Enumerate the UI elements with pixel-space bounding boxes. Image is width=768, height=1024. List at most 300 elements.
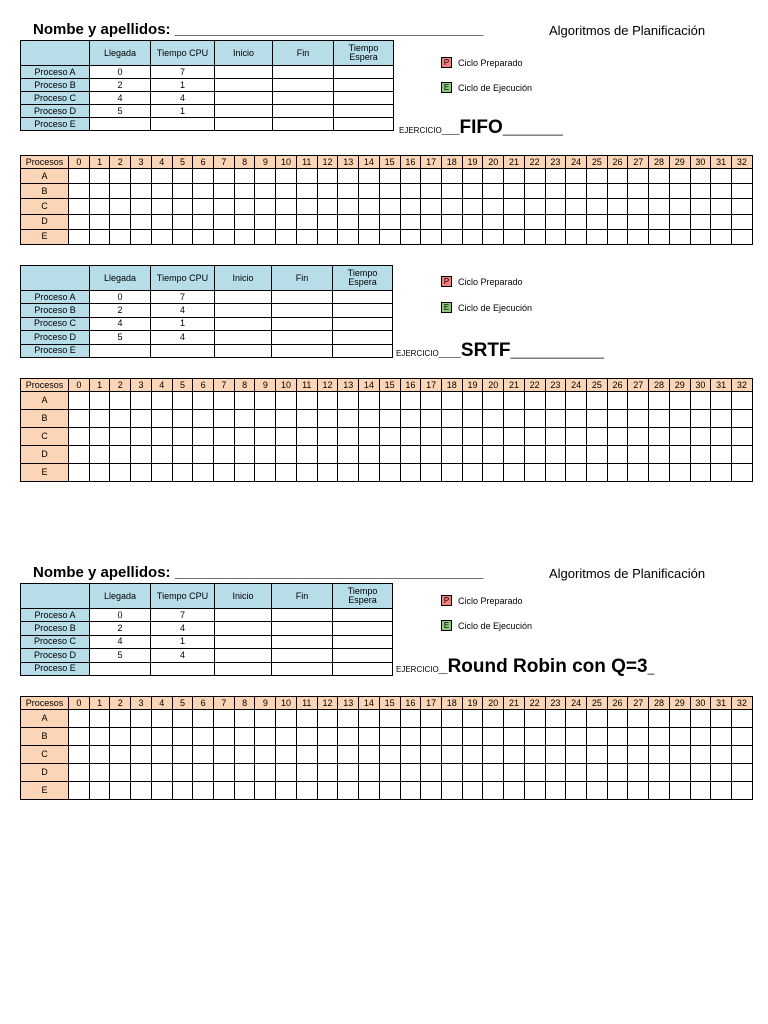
time-slot-cell[interactable] (338, 229, 359, 244)
time-slot-cell[interactable] (504, 446, 525, 464)
time-slot-cell[interactable] (172, 710, 193, 728)
time-slot-cell[interactable] (151, 392, 172, 410)
time-slot-cell[interactable] (400, 410, 421, 428)
time-slot-cell[interactable] (690, 710, 711, 728)
time-slot-cell[interactable] (732, 428, 753, 446)
time-slot-cell[interactable] (649, 746, 670, 764)
time-slot-cell[interactable] (628, 428, 649, 446)
time-slot-cell[interactable] (607, 229, 628, 244)
time-slot-cell[interactable] (421, 214, 442, 229)
time-slot-cell[interactable] (338, 764, 359, 782)
time-slot-cell[interactable] (441, 199, 462, 214)
time-slot-cell[interactable] (732, 464, 753, 482)
end-cell[interactable] (272, 331, 333, 344)
time-slot-cell[interactable] (234, 782, 255, 800)
time-slot-cell[interactable] (69, 199, 90, 214)
time-slot-cell[interactable] (732, 199, 753, 214)
time-slot-cell[interactable] (649, 428, 670, 446)
time-slot-cell[interactable] (359, 214, 380, 229)
time-slot-cell[interactable] (131, 464, 152, 482)
time-slot-cell[interactable] (462, 410, 483, 428)
time-slot-cell[interactable] (669, 464, 690, 482)
time-slot-cell[interactable] (586, 169, 607, 184)
time-slot-cell[interactable] (296, 464, 317, 482)
end-cell[interactable] (272, 304, 333, 317)
time-slot-cell[interactable] (504, 214, 525, 229)
time-slot-cell[interactable] (732, 446, 753, 464)
time-slot-cell[interactable] (193, 392, 214, 410)
time-slot-cell[interactable] (214, 464, 235, 482)
time-slot-cell[interactable] (504, 428, 525, 446)
time-slot-cell[interactable] (214, 728, 235, 746)
time-slot-cell[interactable] (607, 710, 628, 728)
time-slot-cell[interactable] (441, 728, 462, 746)
end-cell[interactable] (272, 291, 333, 304)
time-slot-cell[interactable] (193, 782, 214, 800)
time-slot-cell[interactable] (69, 710, 90, 728)
time-slot-cell[interactable] (276, 410, 297, 428)
time-slot-cell[interactable] (172, 764, 193, 782)
time-slot-cell[interactable] (524, 446, 545, 464)
time-slot-cell[interactable] (276, 710, 297, 728)
time-slot-cell[interactable] (483, 446, 504, 464)
time-slot-cell[interactable] (69, 229, 90, 244)
time-slot-cell[interactable] (711, 214, 732, 229)
time-slot-cell[interactable] (379, 764, 400, 782)
time-slot-cell[interactable] (338, 184, 359, 199)
time-slot-cell[interactable] (628, 782, 649, 800)
time-slot-cell[interactable] (732, 782, 753, 800)
time-slot-cell[interactable] (296, 728, 317, 746)
time-slot-cell[interactable] (276, 428, 297, 446)
time-slot-cell[interactable] (89, 410, 110, 428)
time-slot-cell[interactable] (234, 229, 255, 244)
time-slot-cell[interactable] (338, 428, 359, 446)
time-slot-cell[interactable] (151, 184, 172, 199)
time-slot-cell[interactable] (317, 410, 338, 428)
time-slot-cell[interactable] (110, 728, 131, 746)
time-slot-cell[interactable] (524, 229, 545, 244)
time-slot-cell[interactable] (151, 710, 172, 728)
time-slot-cell[interactable] (566, 199, 587, 214)
wait-time-cell[interactable] (334, 66, 394, 79)
time-slot-cell[interactable] (110, 710, 131, 728)
time-slot-cell[interactable] (545, 392, 566, 410)
time-slot-cell[interactable] (69, 410, 90, 428)
time-slot-cell[interactable] (732, 169, 753, 184)
time-slot-cell[interactable] (421, 410, 442, 428)
time-slot-cell[interactable] (441, 710, 462, 728)
time-slot-cell[interactable] (669, 214, 690, 229)
time-slot-cell[interactable] (276, 764, 297, 782)
time-slot-cell[interactable] (483, 746, 504, 764)
time-slot-cell[interactable] (69, 214, 90, 229)
time-slot-cell[interactable] (338, 446, 359, 464)
time-slot-cell[interactable] (276, 184, 297, 199)
time-slot-cell[interactable] (296, 229, 317, 244)
time-slot-cell[interactable] (649, 199, 670, 214)
time-slot-cell[interactable] (131, 728, 152, 746)
time-slot-cell[interactable] (421, 728, 442, 746)
time-slot-cell[interactable] (669, 410, 690, 428)
time-slot-cell[interactable] (359, 464, 380, 482)
time-slot-cell[interactable] (628, 214, 649, 229)
time-slot-cell[interactable] (110, 746, 131, 764)
time-slot-cell[interactable] (483, 184, 504, 199)
wait-time-cell[interactable] (333, 344, 393, 357)
time-slot-cell[interactable] (131, 710, 152, 728)
time-slot-cell[interactable] (338, 199, 359, 214)
time-slot-cell[interactable] (649, 410, 670, 428)
start-cell[interactable] (215, 79, 273, 92)
time-slot-cell[interactable] (110, 446, 131, 464)
time-slot-cell[interactable] (421, 710, 442, 728)
time-slot-cell[interactable] (234, 169, 255, 184)
wait-time-cell[interactable] (333, 649, 393, 662)
time-slot-cell[interactable] (628, 446, 649, 464)
time-slot-cell[interactable] (338, 728, 359, 746)
time-slot-cell[interactable] (732, 728, 753, 746)
time-slot-cell[interactable] (296, 184, 317, 199)
time-slot-cell[interactable] (276, 446, 297, 464)
time-slot-cell[interactable] (690, 746, 711, 764)
time-slot-cell[interactable] (524, 782, 545, 800)
time-slot-cell[interactable] (359, 446, 380, 464)
start-cell[interactable] (215, 92, 273, 105)
time-slot-cell[interactable] (483, 214, 504, 229)
time-slot-cell[interactable] (151, 410, 172, 428)
time-slot-cell[interactable] (172, 410, 193, 428)
time-slot-cell[interactable] (338, 392, 359, 410)
time-slot-cell[interactable] (732, 392, 753, 410)
time-slot-cell[interactable] (193, 446, 214, 464)
time-slot-cell[interactable] (711, 410, 732, 428)
time-slot-cell[interactable] (566, 728, 587, 746)
time-slot-cell[interactable] (483, 199, 504, 214)
time-slot-cell[interactable] (586, 392, 607, 410)
wait-time-cell[interactable] (333, 635, 393, 648)
time-slot-cell[interactable] (193, 746, 214, 764)
time-slot-cell[interactable] (379, 428, 400, 446)
time-slot-cell[interactable] (193, 214, 214, 229)
time-slot-cell[interactable] (524, 184, 545, 199)
time-slot-cell[interactable] (151, 764, 172, 782)
time-slot-cell[interactable] (524, 199, 545, 214)
time-slot-cell[interactable] (483, 710, 504, 728)
time-slot-cell[interactable] (234, 764, 255, 782)
time-slot-cell[interactable] (545, 169, 566, 184)
time-slot-cell[interactable] (441, 392, 462, 410)
time-slot-cell[interactable] (317, 446, 338, 464)
time-slot-cell[interactable] (193, 764, 214, 782)
end-cell[interactable] (273, 79, 334, 92)
time-slot-cell[interactable] (359, 746, 380, 764)
time-slot-cell[interactable] (193, 184, 214, 199)
time-slot-cell[interactable] (711, 746, 732, 764)
time-slot-cell[interactable] (483, 464, 504, 482)
time-slot-cell[interactable] (276, 392, 297, 410)
time-slot-cell[interactable] (690, 764, 711, 782)
time-slot-cell[interactable] (711, 782, 732, 800)
time-slot-cell[interactable] (690, 410, 711, 428)
time-slot-cell[interactable] (359, 428, 380, 446)
time-slot-cell[interactable] (421, 764, 442, 782)
time-slot-cell[interactable] (462, 728, 483, 746)
time-slot-cell[interactable] (421, 428, 442, 446)
time-slot-cell[interactable] (421, 169, 442, 184)
start-cell[interactable] (215, 304, 272, 317)
time-slot-cell[interactable] (441, 214, 462, 229)
time-slot-cell[interactable] (545, 728, 566, 746)
time-slot-cell[interactable] (151, 214, 172, 229)
time-slot-cell[interactable] (151, 446, 172, 464)
time-slot-cell[interactable] (607, 464, 628, 482)
time-slot-cell[interactable] (504, 764, 525, 782)
time-slot-cell[interactable] (400, 728, 421, 746)
time-slot-cell[interactable] (607, 184, 628, 199)
time-slot-cell[interactable] (669, 169, 690, 184)
time-slot-cell[interactable] (89, 728, 110, 746)
time-slot-cell[interactable] (566, 184, 587, 199)
time-slot-cell[interactable] (193, 428, 214, 446)
time-slot-cell[interactable] (690, 464, 711, 482)
time-slot-cell[interactable] (359, 764, 380, 782)
time-slot-cell[interactable] (586, 428, 607, 446)
time-slot-cell[interactable] (89, 710, 110, 728)
time-slot-cell[interactable] (214, 199, 235, 214)
time-slot-cell[interactable] (234, 464, 255, 482)
time-slot-cell[interactable] (649, 764, 670, 782)
time-slot-cell[interactable] (711, 728, 732, 746)
time-slot-cell[interactable] (607, 428, 628, 446)
time-slot-cell[interactable] (379, 464, 400, 482)
time-slot-cell[interactable] (504, 728, 525, 746)
time-slot-cell[interactable] (214, 428, 235, 446)
time-slot-cell[interactable] (441, 428, 462, 446)
time-slot-cell[interactable] (296, 782, 317, 800)
time-slot-cell[interactable] (711, 764, 732, 782)
time-slot-cell[interactable] (276, 169, 297, 184)
time-slot-cell[interactable] (441, 782, 462, 800)
time-slot-cell[interactable] (545, 710, 566, 728)
time-slot-cell[interactable] (255, 710, 276, 728)
time-slot-cell[interactable] (131, 199, 152, 214)
time-slot-cell[interactable] (400, 746, 421, 764)
time-slot-cell[interactable] (193, 464, 214, 482)
time-slot-cell[interactable] (255, 169, 276, 184)
time-slot-cell[interactable] (151, 728, 172, 746)
start-cell[interactable] (215, 344, 272, 357)
time-slot-cell[interactable] (711, 184, 732, 199)
time-slot-cell[interactable] (566, 446, 587, 464)
time-slot-cell[interactable] (545, 214, 566, 229)
time-slot-cell[interactable] (524, 410, 545, 428)
time-slot-cell[interactable] (89, 169, 110, 184)
time-slot-cell[interactable] (607, 392, 628, 410)
time-slot-cell[interactable] (172, 446, 193, 464)
time-slot-cell[interactable] (400, 446, 421, 464)
time-slot-cell[interactable] (379, 214, 400, 229)
time-slot-cell[interactable] (669, 229, 690, 244)
time-slot-cell[interactable] (338, 169, 359, 184)
time-slot-cell[interactable] (711, 710, 732, 728)
time-slot-cell[interactable] (359, 710, 380, 728)
start-cell[interactable] (215, 622, 272, 635)
time-slot-cell[interactable] (504, 710, 525, 728)
time-slot-cell[interactable] (296, 214, 317, 229)
time-slot-cell[interactable] (545, 229, 566, 244)
time-slot-cell[interactable] (566, 392, 587, 410)
start-cell[interactable] (215, 317, 272, 330)
time-slot-cell[interactable] (566, 746, 587, 764)
time-slot-cell[interactable] (628, 199, 649, 214)
time-slot-cell[interactable] (524, 710, 545, 728)
time-slot-cell[interactable] (379, 710, 400, 728)
time-slot-cell[interactable] (317, 764, 338, 782)
time-slot-cell[interactable] (296, 746, 317, 764)
time-slot-cell[interactable] (172, 728, 193, 746)
time-slot-cell[interactable] (400, 428, 421, 446)
wait-time-cell[interactable] (334, 92, 394, 105)
time-slot-cell[interactable] (69, 728, 90, 746)
time-slot-cell[interactable] (524, 392, 545, 410)
time-slot-cell[interactable] (214, 392, 235, 410)
time-slot-cell[interactable] (89, 746, 110, 764)
time-slot-cell[interactable] (400, 464, 421, 482)
time-slot-cell[interactable] (483, 392, 504, 410)
wait-time-cell[interactable] (334, 79, 394, 92)
time-slot-cell[interactable] (214, 184, 235, 199)
end-cell[interactable] (273, 66, 334, 79)
time-slot-cell[interactable] (421, 392, 442, 410)
end-cell[interactable] (272, 662, 333, 675)
time-slot-cell[interactable] (234, 728, 255, 746)
time-slot-cell[interactable] (69, 392, 90, 410)
time-slot-cell[interactable] (172, 464, 193, 482)
time-slot-cell[interactable] (483, 169, 504, 184)
time-slot-cell[interactable] (711, 428, 732, 446)
time-slot-cell[interactable] (524, 764, 545, 782)
time-slot-cell[interactable] (255, 199, 276, 214)
start-cell[interactable] (215, 105, 273, 118)
time-slot-cell[interactable] (89, 392, 110, 410)
time-slot-cell[interactable] (131, 169, 152, 184)
time-slot-cell[interactable] (462, 446, 483, 464)
time-slot-cell[interactable] (649, 464, 670, 482)
end-cell[interactable] (272, 649, 333, 662)
time-slot-cell[interactable] (359, 410, 380, 428)
time-slot-cell[interactable] (504, 746, 525, 764)
time-slot-cell[interactable] (89, 464, 110, 482)
time-slot-cell[interactable] (255, 746, 276, 764)
time-slot-cell[interactable] (276, 782, 297, 800)
time-slot-cell[interactable] (421, 782, 442, 800)
time-slot-cell[interactable] (628, 728, 649, 746)
time-slot-cell[interactable] (462, 428, 483, 446)
time-slot-cell[interactable] (255, 214, 276, 229)
time-slot-cell[interactable] (255, 184, 276, 199)
time-slot-cell[interactable] (524, 464, 545, 482)
time-slot-cell[interactable] (504, 169, 525, 184)
time-slot-cell[interactable] (255, 728, 276, 746)
time-slot-cell[interactable] (545, 782, 566, 800)
time-slot-cell[interactable] (193, 169, 214, 184)
time-slot-cell[interactable] (131, 410, 152, 428)
time-slot-cell[interactable] (441, 229, 462, 244)
time-slot-cell[interactable] (649, 392, 670, 410)
time-slot-cell[interactable] (317, 782, 338, 800)
time-slot-cell[interactable] (732, 710, 753, 728)
time-slot-cell[interactable] (131, 428, 152, 446)
time-slot-cell[interactable] (732, 764, 753, 782)
time-slot-cell[interactable] (732, 229, 753, 244)
time-slot-cell[interactable] (504, 410, 525, 428)
time-slot-cell[interactable] (545, 764, 566, 782)
time-slot-cell[interactable] (566, 464, 587, 482)
time-slot-cell[interactable] (131, 392, 152, 410)
time-slot-cell[interactable] (172, 169, 193, 184)
time-slot-cell[interactable] (151, 229, 172, 244)
time-slot-cell[interactable] (462, 710, 483, 728)
time-slot-cell[interactable] (524, 746, 545, 764)
time-slot-cell[interactable] (628, 746, 649, 764)
time-slot-cell[interactable] (131, 746, 152, 764)
time-slot-cell[interactable] (317, 214, 338, 229)
time-slot-cell[interactable] (607, 764, 628, 782)
time-slot-cell[interactable] (483, 728, 504, 746)
start-cell[interactable] (215, 66, 273, 79)
time-slot-cell[interactable] (379, 169, 400, 184)
time-slot-cell[interactable] (89, 782, 110, 800)
time-slot-cell[interactable] (732, 746, 753, 764)
time-slot-cell[interactable] (359, 199, 380, 214)
time-slot-cell[interactable] (359, 229, 380, 244)
time-slot-cell[interactable] (441, 410, 462, 428)
time-slot-cell[interactable] (504, 229, 525, 244)
time-slot-cell[interactable] (669, 710, 690, 728)
time-slot-cell[interactable] (690, 214, 711, 229)
time-slot-cell[interactable] (255, 446, 276, 464)
time-slot-cell[interactable] (296, 710, 317, 728)
time-slot-cell[interactable] (669, 199, 690, 214)
end-cell[interactable] (273, 105, 334, 118)
time-slot-cell[interactable] (586, 229, 607, 244)
time-slot-cell[interactable] (234, 214, 255, 229)
time-slot-cell[interactable] (255, 392, 276, 410)
wait-time-cell[interactable] (333, 317, 393, 330)
time-slot-cell[interactable] (110, 199, 131, 214)
time-slot-cell[interactable] (566, 782, 587, 800)
time-slot-cell[interactable] (69, 169, 90, 184)
time-slot-cell[interactable] (172, 214, 193, 229)
time-slot-cell[interactable] (379, 782, 400, 800)
time-slot-cell[interactable] (110, 410, 131, 428)
time-slot-cell[interactable] (193, 229, 214, 244)
time-slot-cell[interactable] (545, 199, 566, 214)
time-slot-cell[interactable] (649, 169, 670, 184)
time-slot-cell[interactable] (483, 410, 504, 428)
time-slot-cell[interactable] (379, 229, 400, 244)
time-slot-cell[interactable] (628, 764, 649, 782)
time-slot-cell[interactable] (89, 229, 110, 244)
time-slot-cell[interactable] (628, 464, 649, 482)
time-slot-cell[interactable] (421, 229, 442, 244)
time-slot-cell[interactable] (151, 782, 172, 800)
time-slot-cell[interactable] (586, 410, 607, 428)
time-slot-cell[interactable] (317, 746, 338, 764)
time-slot-cell[interactable] (421, 446, 442, 464)
wait-time-cell[interactable] (333, 304, 393, 317)
